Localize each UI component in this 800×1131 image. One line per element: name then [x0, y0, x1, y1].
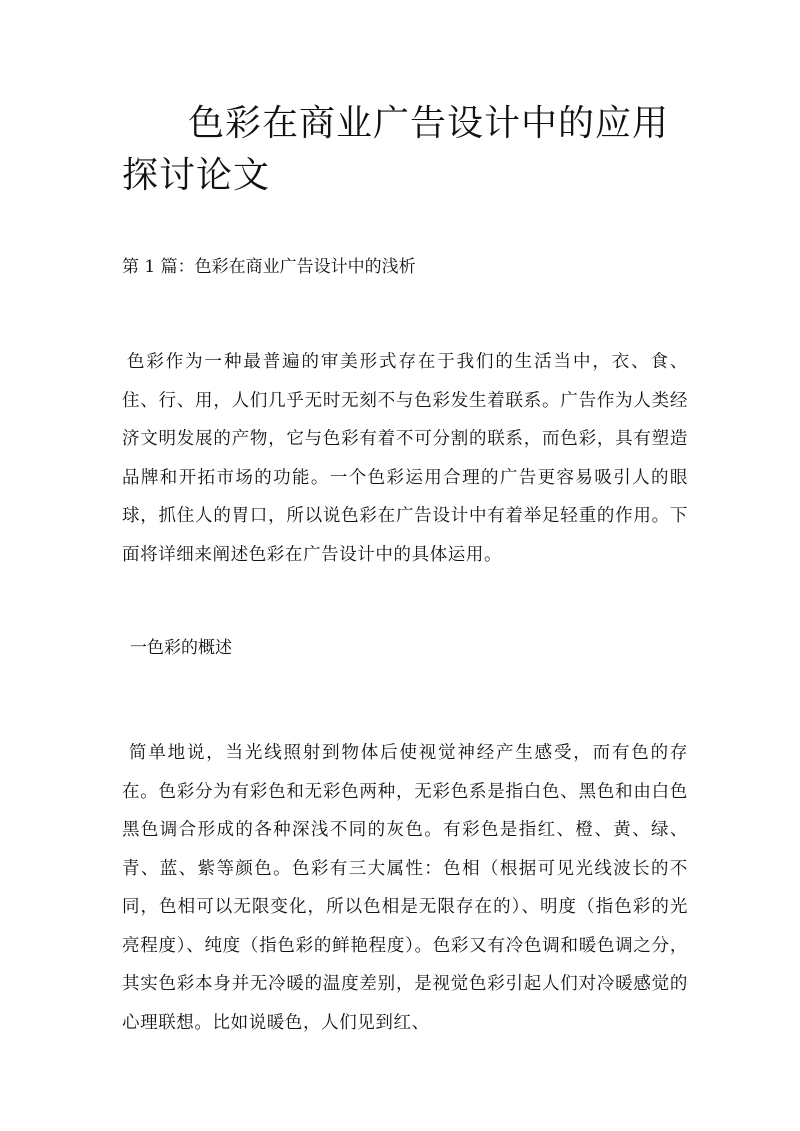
section-heading: 一色彩的概述	[130, 638, 232, 658]
document-title: 色彩在商业广告设计中的应用探讨论文	[122, 103, 670, 196]
body-paragraph: 简单地说，当光线照射到物体后使视觉神经产生感受，而有色的存在。色彩分为有彩色和无彩色两种，无彩色系是指白色、黑色和由白色黑色调合形成的各种深浅不同的灰色。有彩色是指红、橙、黄、绿、青、蓝、紫等颜色。色彩有三大属性：色相（根据可见光线波长的不同，色相可以无限变化，所以色相是无限存在的）、明度（指色彩的光亮程度）、纯度（指色彩的鲜艳程度）。色彩又有冷色调和暖色调之分，其实色彩本身并无冷暖的温度差别，是视觉色彩引起人们对冷暖感觉的心理联想。比如说暖色，人们见到红、	[122, 743, 688, 1033]
intro-paragraph: 色彩作为一种最普遍的审美形式存在于我们的生活当中，衣、食、住、行、用，人们几乎无时无刻不与色彩发生着联系。广告作为人类经济文明发展的产物，它与色彩有着不可分割的联系，而色彩，具有塑造品牌和开拓市场的功能。一个色彩运用合理的广告更容易吸引人的眼球，抓住人的胃口，所以说色彩在广告设计中有着举足轻重的作用。下面将详细来阐述色彩在广告设计中的具体运用。	[122, 352, 688, 565]
article-subtitle: 第 1 篇：色彩在商业广告设计中的浅析	[122, 257, 416, 277]
